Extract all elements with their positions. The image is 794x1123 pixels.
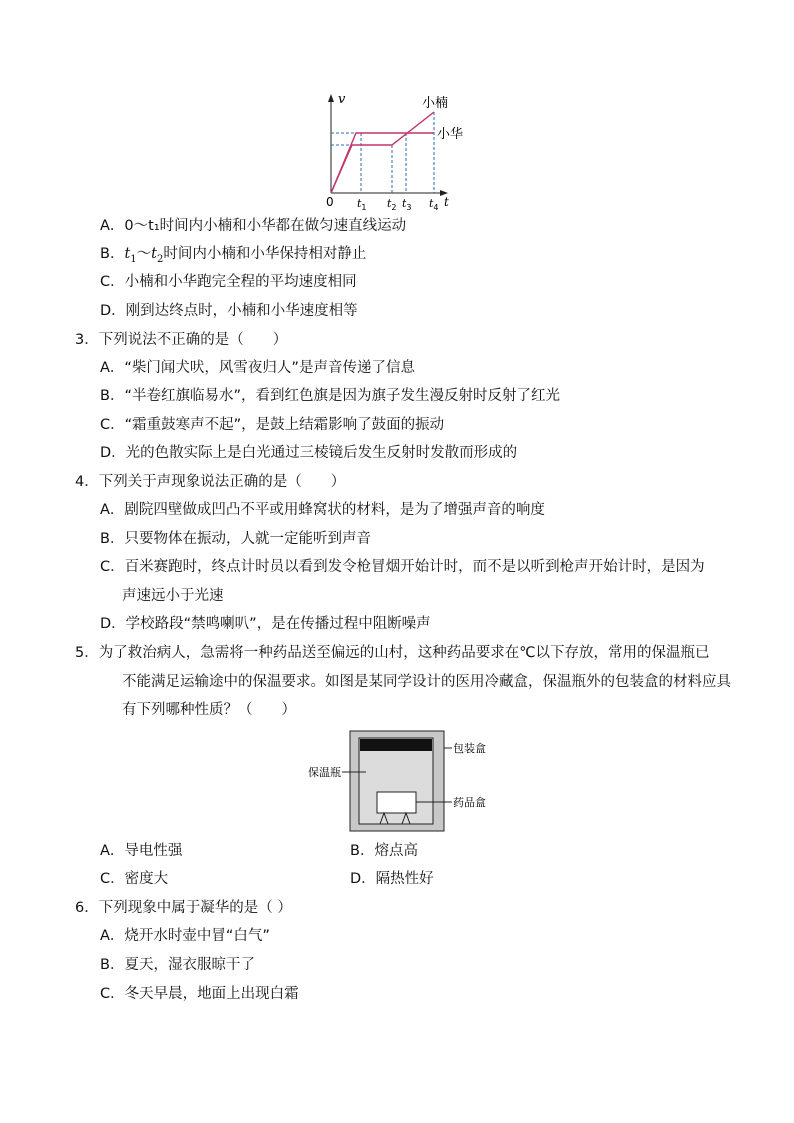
cold-storage-box-diagram <box>300 727 500 835</box>
q3-option-a: A．“柴门闻犬吠，风雪夜归人”是声音传递了信息 <box>100 360 415 376</box>
q2-option-d: D．刚到达终点时，小楠和小华速度相等 <box>100 303 358 319</box>
q3-stem: 3．下列说法不正确的是（ ） <box>75 332 288 348</box>
q6-option-c: C．冬天早晨，地面上出现白霜 <box>100 986 299 1002</box>
q4-option-c-line2: 声速远小于光速 <box>122 588 224 604</box>
q5-option-a: A．导电性强 <box>100 843 183 859</box>
tick-label-t3: $t_3$ <box>402 197 412 210</box>
v-axis-arrow <box>328 94 334 102</box>
flask-lid <box>360 739 432 751</box>
q4-option-b: B．只要物体在振动，人就一定能听到声音 <box>100 531 371 547</box>
q6-stem: 6．下列现象中属于凝华的是（ ） <box>75 900 292 916</box>
tick-label-t4: $t_4$ <box>429 197 439 210</box>
q5-stem-line2: 不能满足运输途中的保温要求。如图是某同学设计的医用冷藏盒，保温瓶外的包装盒的材料应具 <box>122 674 731 690</box>
origin-label: 0 <box>326 195 334 209</box>
q5-option-b: B．熔点高 <box>350 843 418 859</box>
q3-option-c: C．“霜重鼓寒声不起”，是鼓上结霜影响了鼓面的振动 <box>100 417 445 433</box>
q3-option-b: B．“半卷红旗临易水”，看到红色旗是因为旗子发生漫反射时反射了红光 <box>100 388 560 404</box>
q4-stem: 4．下列关于声现象说法正确的是（ ） <box>75 474 346 490</box>
q4-option-d: D．学校路段“禁鸣喇叭”，是在传播过程中阻断噪声 <box>100 616 431 632</box>
q5-option-c: C．密度大 <box>100 871 169 887</box>
label-xiaonan: 小楠 <box>422 96 449 111</box>
q4-option-c-line1: C．百米赛跑时，终点计时员以看到发令枪冒烟开始计时，而不是以听到枪声开始计时，是因为 <box>100 559 705 575</box>
velocity-time-graph <box>318 88 478 210</box>
curve-xiaonan <box>331 112 434 193</box>
tick-label-t1: $t_1$ <box>357 197 367 210</box>
q2-option-c: C．小楠和小华跑完全程的平均速度相同 <box>100 274 357 290</box>
q2-option-b: B．$t_1\sim t_2$时间内小楠和小华保持相对静止 <box>100 246 367 265</box>
label-packaging-box: 包装盒 <box>453 742 486 755</box>
q5-option-d: D．隔热性好 <box>350 871 434 887</box>
q2-option-a: A．0～t₁时间内小楠和小华都在做匀速直线运动 <box>100 218 407 234</box>
q6-option-a: A．烧开水时壶中冒“白气” <box>100 928 270 944</box>
q3-option-d: D．光的色散实际上是白光通过三棱镜后发生反射时发散而形成的 <box>100 445 518 461</box>
axis-label-v: v <box>338 92 346 107</box>
q5-stem-line3: 有下列哪种性质？（ ） <box>122 702 296 718</box>
curve-xiaohua <box>331 133 434 193</box>
q4-option-a: A．剧院四壁做成凹凸不平或用蜂窝状的材料，是为了增强声音的响度 <box>100 502 545 518</box>
label-xiaohua: 小华 <box>437 127 464 142</box>
medicine-box <box>377 792 416 813</box>
q6-option-b: B．夏天，湿衣服晾干了 <box>100 957 255 973</box>
axis-label-t: t <box>444 195 449 209</box>
tick-label-t2: $t_2$ <box>387 197 397 210</box>
label-thermos-flask: 保温瓶 <box>308 766 341 779</box>
q5-stem-line1: 5．为了救治病人，急需将一种药品送至偏远的山村，这种药品要求在℃以下存放，常用的保温瓶已 <box>75 645 710 661</box>
label-medicine-box: 药品盒 <box>453 796 486 809</box>
